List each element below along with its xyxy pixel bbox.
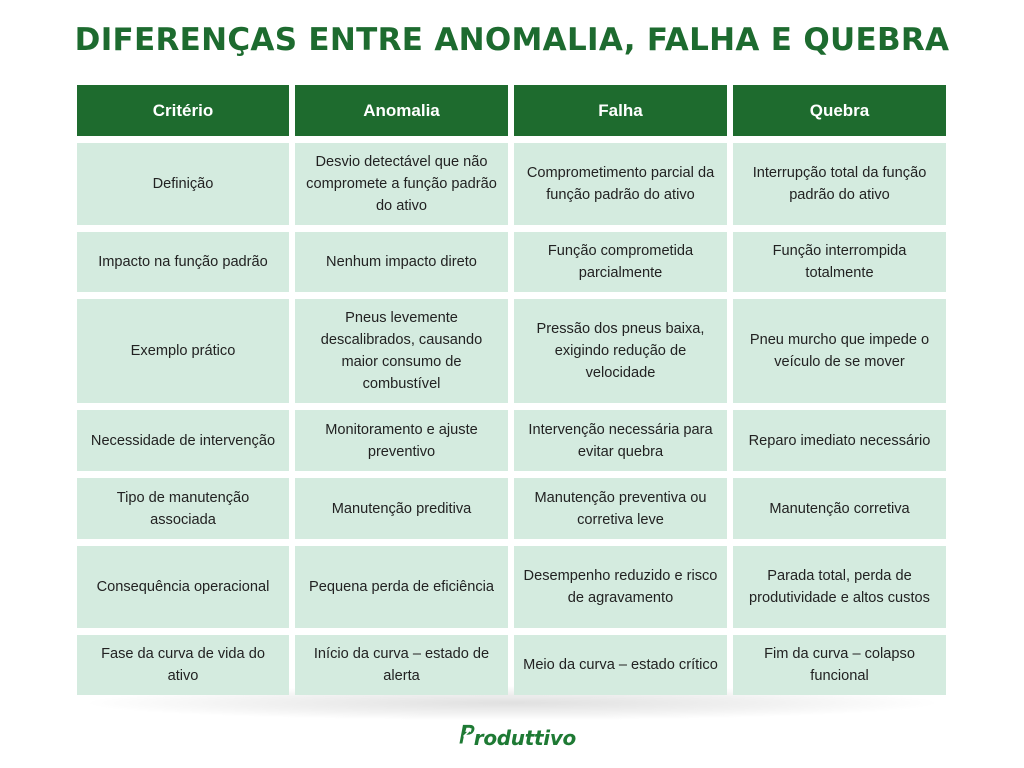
table-cell: Nenhum impacto direto — [295, 232, 508, 292]
table-cell: Fase da curva de vida do ativo — [77, 635, 289, 695]
header-cell-falha: Falha — [514, 85, 727, 136]
table-cell: Pneus levemente descalibrados, causando maior consumo de combustível — [295, 299, 508, 403]
table-cell: Monitoramento e ajuste preventivo — [295, 410, 508, 471]
table-cell: Parada total, perda de produtividade e altos custos — [733, 546, 946, 628]
table-cell: Necessidade de intervenção — [77, 410, 289, 471]
table-cell: Definição — [77, 143, 289, 225]
table-cell: Função interrompida totalmente — [733, 232, 946, 292]
table-cell: Desvio detectável que não compromete a função padrão do ativo — [295, 143, 508, 225]
table-cell: Manutenção corretiva — [733, 478, 946, 539]
table-cell: Manutenção preditiva — [295, 478, 508, 539]
table-cell: Tipo de manutenção associada — [77, 478, 289, 539]
comparison-table — [77, 85, 947, 695]
table-cell: Exemplo prático — [77, 299, 289, 403]
table-cell: Interrupção total da função padrão do ativo — [733, 143, 946, 225]
table-cell: Reparo imediato necessário — [733, 410, 946, 471]
table-cell: Meio da curva – estado crítico — [514, 635, 727, 695]
table-cell: Consequência operacional — [77, 546, 289, 628]
table-cell: Início da curva – estado de alerta — [295, 635, 508, 695]
table-cell: Pressão dos pneus baixa, exigindo redução de velocidade — [514, 299, 727, 403]
table-cell: Função comprometida parcialmente — [514, 232, 727, 292]
table-cell: Pequena perda de eficiência — [295, 546, 508, 628]
table-cell: Desempenho reduzido e risco de agravamento — [514, 546, 727, 628]
logo-text: roduttivo — [473, 726, 576, 750]
page-title: DIFERENÇAS ENTRE ANOMALIA, FALHA E QUEBRA — [74, 22, 950, 58]
header-cell-anomalia: Anomalia — [295, 85, 508, 136]
table-cell: Pneu murcho que impede o veículo de se mover — [733, 299, 946, 403]
table-cell: Manutenção preventiva ou corretiva leve — [514, 478, 727, 539]
header-cell-quebra: Quebra — [733, 85, 946, 136]
table-cell: Comprometimento parcial da função padrão do ativo — [514, 143, 727, 225]
table-cell: Impacto na função padrão — [77, 232, 289, 292]
table-cell: Intervenção necessária para evitar quebra — [514, 410, 727, 471]
header-cell-criterio: Critério — [77, 85, 289, 136]
produttivo-logo — [456, 712, 576, 754]
table-cell: Fim da curva – colapso funcional — [733, 635, 946, 695]
